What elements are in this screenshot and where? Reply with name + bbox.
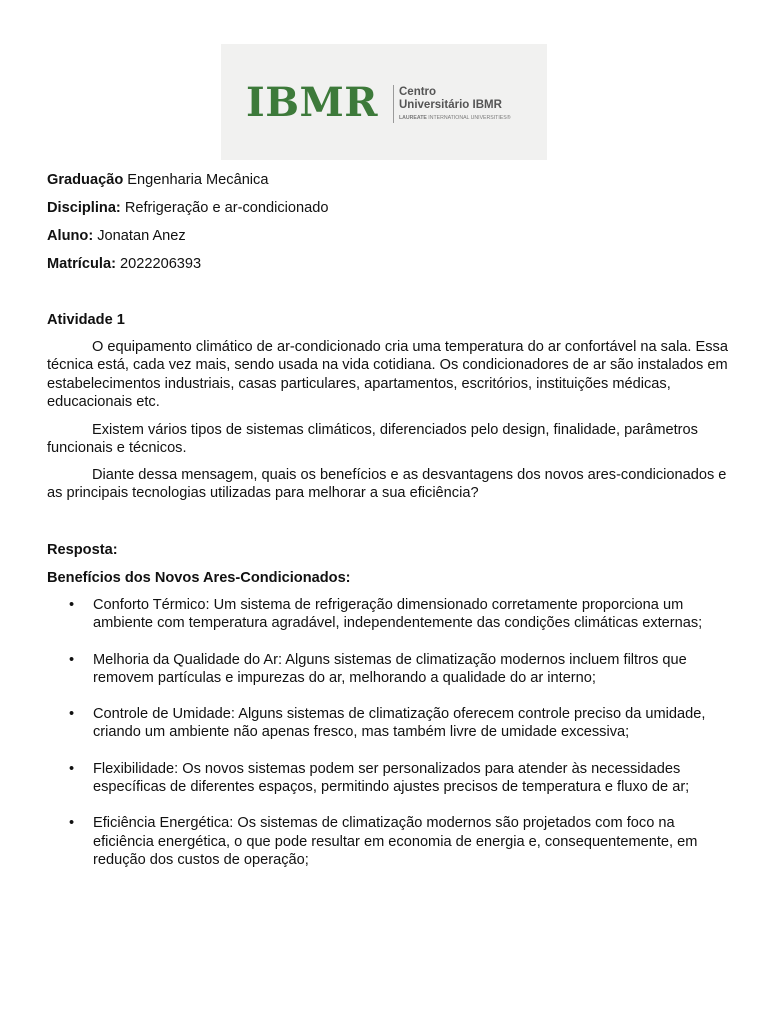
field-aluno bbox=[47, 227, 186, 245]
ibmr-logo bbox=[221, 44, 547, 160]
field-label: Graduação bbox=[47, 172, 124, 188]
list-item-text: Eficiência Energética: Os sistemas de climatização modernos são projetados com foco na eficiência energética, o que pode resultar em economia de energia e, consequentemente, em redução dos custos de operação; bbox=[93, 815, 698, 868]
logo-name-line1: Centro bbox=[399, 86, 437, 98]
field-value: 2022206393 bbox=[115, 256, 202, 272]
field-disciplina bbox=[47, 199, 328, 217]
list-item bbox=[47, 814, 737, 869]
answer-title: Resposta: bbox=[47, 542, 118, 558]
list-item-text: Flexibilidade: Os novos sistemas podem ser personalizados para atender às necessidades específicas de diferentes espaços, permitindo ajustes precisos de temperatura e fluxo de ar; bbox=[93, 760, 690, 796]
benefits-list bbox=[47, 596, 737, 869]
logo-mark: IBMR bbox=[246, 79, 379, 126]
list-item-text: Melhoria da Qualidade do Ar: Alguns sistemas de climatização modernos incluem filtros que removem partículas e impurezas do ar, melhorando a qualidade do ar interno; bbox=[93, 651, 687, 686]
list-item bbox=[47, 760, 737, 797]
list-item bbox=[47, 651, 737, 688]
bullet-icon: • bbox=[69, 597, 75, 613]
list-item-text: Controle de Umidade: Alguns sistemas de climatização oferecem controle preciso da umidade, criando um ambiente não apenas fresco, mas também livre de umidade excessiva; bbox=[93, 706, 706, 741]
list-item bbox=[47, 705, 737, 742]
logo-sub-bold: LAUREATE bbox=[399, 115, 427, 121]
logo-name-line2: Universitário IBMR bbox=[399, 99, 502, 111]
logo-divider bbox=[393, 85, 394, 123]
activity-title: Atividade 1 bbox=[47, 312, 125, 328]
activity-paragraph: Diante dessa mensagem, quais os benefícios e as desvantagens dos novos ares-condicionados e as principais tecnologias utilizadas para melhorar a sua eficiência? bbox=[47, 467, 727, 502]
logo-name bbox=[399, 86, 502, 112]
logo-sub-rest: INTERNATIONAL UNIVERSITIES® bbox=[426, 115, 511, 121]
field-graduacao bbox=[47, 171, 268, 189]
field-value: Refrigeração e ar-condicionado bbox=[120, 200, 329, 216]
answer-subtitle: Benefícios dos Novos Ares-Condicionados: bbox=[47, 570, 351, 586]
field-value: Jonatan Anez bbox=[93, 228, 186, 244]
bullet-icon: • bbox=[69, 651, 75, 668]
field-label: Aluno: bbox=[47, 228, 94, 244]
field-value: Engenharia Mecânica bbox=[123, 172, 269, 188]
activity-paragraph: O equipamento climático de ar-condicionado cria uma temperatura do ar confortável na sala. Essa técnica está, cada vez mais, sendo usada na vida cotidiana. Os condicionadores de ar são instalados em estabelecimentos industriais, casas particulares, apartamentos, escritórios, instituições médicas, educacionais etc. bbox=[47, 339, 728, 410]
logo-subtitle bbox=[399, 115, 511, 122]
bullet-icon: • bbox=[69, 706, 75, 723]
activity-paragraph: Existem vários tipos de sistemas climáticos, diferenciados pelo design, finalidade, parâmetros funcionais e técnicos. bbox=[47, 422, 698, 457]
list-item bbox=[47, 596, 737, 633]
field-label: Matrícula: bbox=[47, 256, 116, 272]
bullet-icon: • bbox=[69, 815, 75, 832]
bullet-icon: • bbox=[69, 760, 75, 777]
field-label: Disciplina: bbox=[47, 200, 121, 216]
list-item-text: Conforto Térmico: Um sistema de refrigeração dimensionado corretamente proporciona um ambiente com temperatura agradável, independentemente das condições climáticas externas; bbox=[93, 597, 703, 632]
field-matricula bbox=[47, 255, 201, 273]
